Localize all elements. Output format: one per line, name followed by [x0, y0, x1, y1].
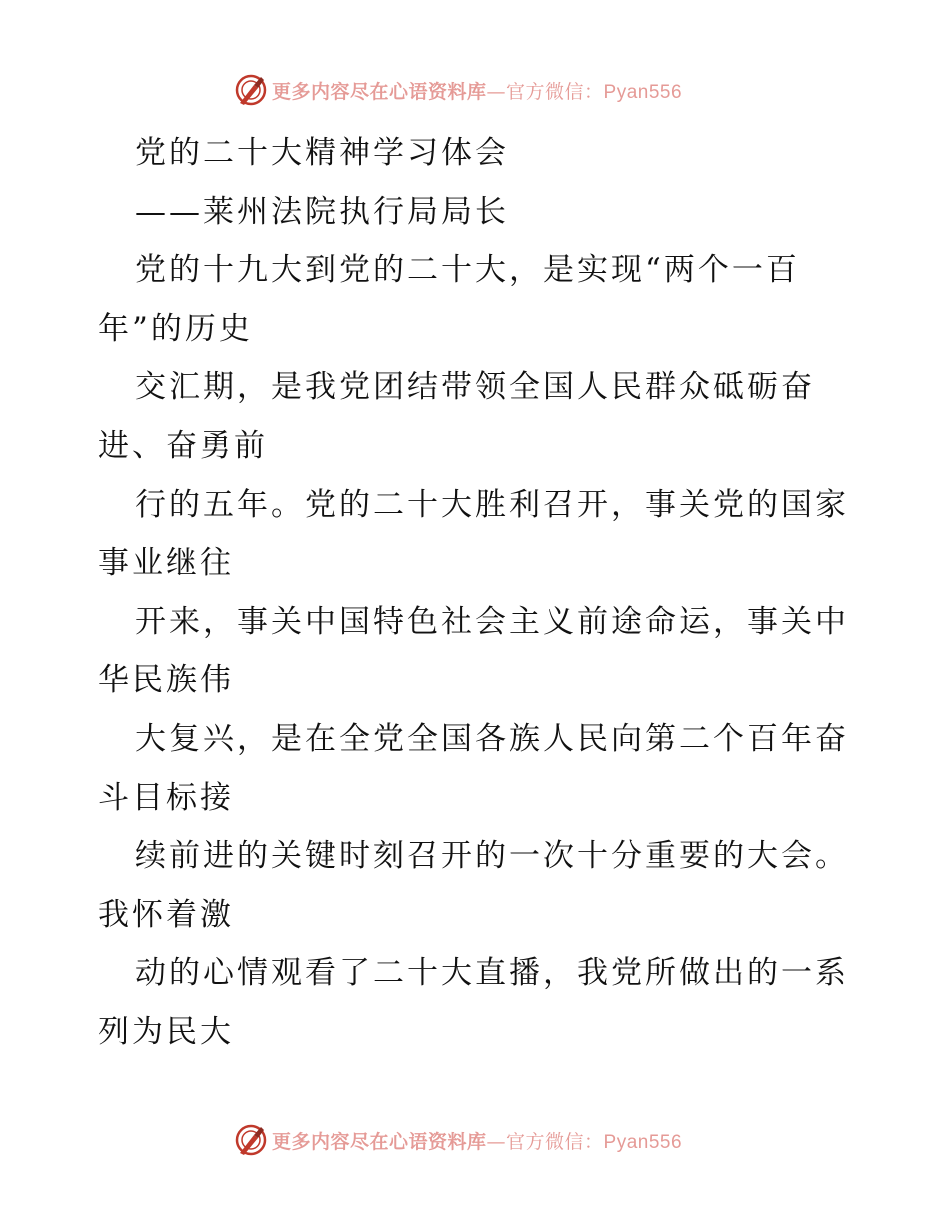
paragraph-line: 年”的历史: [98, 310, 253, 347]
pen-logo-icon: [234, 73, 268, 107]
footer-banner: [234, 1122, 682, 1158]
banner-site-name: 更多内容尽在心语资料库: [272, 80, 487, 103]
paragraph-line: 进、奋勇前: [98, 427, 268, 464]
pen-logo-icon: [234, 1123, 268, 1157]
banner-wechat-label: —官方微信：: [486, 1130, 604, 1153]
paragraph-line: 党的十九大到党的二十大，是实现“两个一百: [135, 252, 800, 289]
paragraph-line: 斗目标接: [98, 779, 234, 816]
paragraph-line: 行的五年。党的二十大胜利召开，事关党的国家: [135, 486, 849, 523]
paragraph-line: 交汇期，是我党团结带领全国人民群众砥砺奋: [135, 369, 815, 406]
paragraph-line: 续前进的关键时刻召开的一次十分重要的大会。: [135, 838, 849, 875]
paragraph-line: 动的心情观看了二十大直播，我党所做出的一系: [135, 955, 849, 992]
banner-wechat-id: Pyan556: [603, 81, 683, 103]
banner-site-name: 更多内容尽在心语资料库: [272, 1130, 487, 1153]
paragraph-line: 列为民大: [98, 1013, 234, 1050]
paragraph-line: ——莱州法院执行局局长: [135, 193, 509, 230]
paragraph-line: 党的二十大精神学习体会: [135, 135, 509, 171]
banner-text: [272, 77, 682, 104]
banner-wechat-id: Pyan556: [603, 1131, 683, 1153]
paragraph-line: 事业继往: [98, 545, 234, 582]
paragraph-line: 开来，事关中国特色社会主义前途命运，事关中: [135, 603, 849, 640]
banner-text: [272, 1127, 682, 1154]
header-banner: [234, 72, 682, 108]
banner-wechat-label: —官方微信：: [486, 80, 604, 103]
paragraph-line: 我怀着激: [98, 896, 234, 933]
paragraph-line: 华民族伟: [98, 662, 234, 699]
paragraph-line: 大复兴，是在全党全国各族人民向第二个百年奋: [135, 720, 849, 757]
document-body: [98, 124, 878, 1062]
